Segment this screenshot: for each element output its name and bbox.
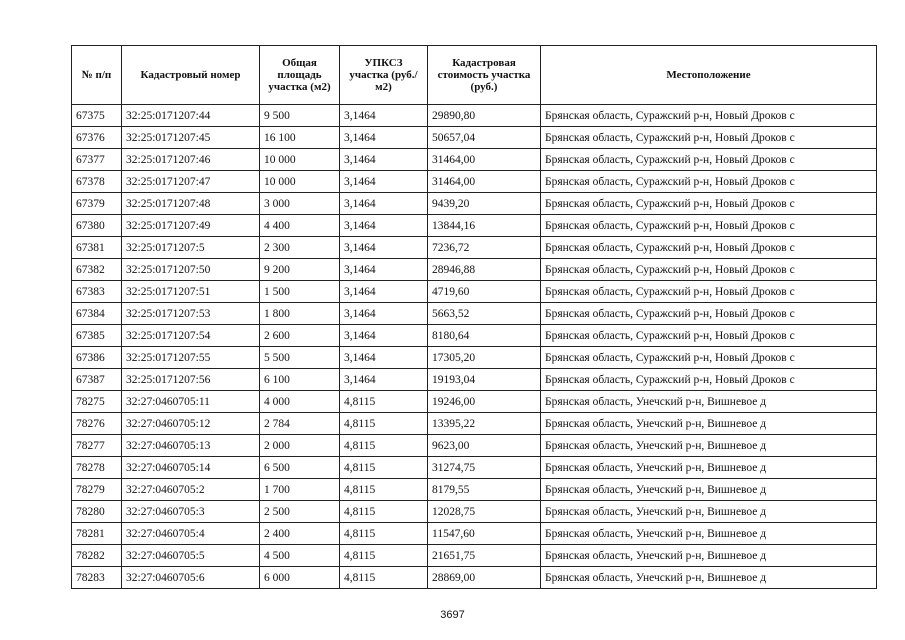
table-row	[72, 171, 877, 193]
row-number-cell: 78282	[72, 545, 122, 567]
location-cell: Брянская область, Суражский р-н, Новый Дроков с	[541, 325, 877, 347]
row-number-cell: 67387	[72, 369, 122, 391]
area-cell: 10 000	[260, 149, 340, 171]
table-row	[72, 501, 877, 523]
upksz-cell: 3,1464	[340, 215, 428, 237]
area-cell: 4 500	[260, 545, 340, 567]
table-row	[72, 281, 877, 303]
row-number-cell: 78275	[72, 391, 122, 413]
upksz-cell: 3,1464	[340, 303, 428, 325]
table-row	[72, 457, 877, 479]
cadastral-number-cell: 32:25:0171207:49	[122, 215, 260, 237]
table-row	[72, 325, 877, 347]
upksz-cell: 3,1464	[340, 171, 428, 193]
row-number-cell: 78279	[72, 479, 122, 501]
area-cell: 6 500	[260, 457, 340, 479]
area-cell: 4 400	[260, 215, 340, 237]
cadastral-value-cell: 19193,04	[428, 369, 541, 391]
header-upksz: УПКСЗ участка (руб./м2)	[340, 46, 428, 105]
cadastral-number-cell: 32:25:0171207:53	[122, 303, 260, 325]
table-row	[72, 391, 877, 413]
area-cell: 2 300	[260, 237, 340, 259]
table-row	[72, 193, 877, 215]
location-cell: Брянская область, Унечский р-н, Вишневое д	[541, 567, 877, 589]
header-row-number: № п/п	[72, 46, 122, 105]
table-row	[72, 435, 877, 457]
cadastral-number-cell: 32:25:0171207:46	[122, 149, 260, 171]
upksz-cell: 3,1464	[340, 259, 428, 281]
cadastral-number-cell: 32:27:0460705:14	[122, 457, 260, 479]
cadastral-value-cell: 12028,75	[428, 501, 541, 523]
cadastral-value-cell: 17305,20	[428, 347, 541, 369]
location-cell: Брянская область, Суражский р-н, Новый Дроков с	[541, 171, 877, 193]
upksz-cell: 3,1464	[340, 149, 428, 171]
cadastral-value-cell: 8179,55	[428, 479, 541, 501]
table-row	[72, 369, 877, 391]
cadastral-value-cell: 31464,00	[428, 149, 541, 171]
upksz-cell: 3,1464	[340, 127, 428, 149]
upksz-cell: 3,1464	[340, 369, 428, 391]
cadastral-number-cell: 32:27:0460705:13	[122, 435, 260, 457]
cadastral-value-cell: 29890,80	[428, 105, 541, 127]
row-number-cell: 67375	[72, 105, 122, 127]
header-cadastral-number: Кадастровый номер	[122, 46, 260, 105]
cadastral-number-cell: 32:25:0171207:50	[122, 259, 260, 281]
upksz-cell: 4,8115	[340, 479, 428, 501]
cadastral-number-cell: 32:27:0460705:3	[122, 501, 260, 523]
table-row	[72, 105, 877, 127]
location-cell: Брянская область, Суражский р-н, Новый Дроков с	[541, 215, 877, 237]
upksz-cell: 4,8115	[340, 413, 428, 435]
upksz-cell: 4,8115	[340, 545, 428, 567]
location-cell: Брянская область, Унечский р-н, Вишневое д	[541, 545, 877, 567]
cadastral-number-cell: 32:25:0171207:56	[122, 369, 260, 391]
upksz-cell: 3,1464	[340, 347, 428, 369]
location-cell: Брянская область, Унечский р-н, Вишневое д	[541, 501, 877, 523]
table-row	[72, 259, 877, 281]
area-cell: 4 000	[260, 391, 340, 413]
cadastral-number-cell: 32:25:0171207:44	[122, 105, 260, 127]
row-number-cell: 78283	[72, 567, 122, 589]
location-cell: Брянская область, Суражский р-н, Новый Дроков с	[541, 281, 877, 303]
area-cell: 6 100	[260, 369, 340, 391]
area-cell: 3 000	[260, 193, 340, 215]
row-number-cell: 67378	[72, 171, 122, 193]
area-cell: 1 500	[260, 281, 340, 303]
row-number-cell: 67380	[72, 215, 122, 237]
upksz-cell: 3,1464	[340, 237, 428, 259]
upksz-cell: 4,8115	[340, 457, 428, 479]
location-cell: Брянская область, Унечский р-н, Вишневое д	[541, 457, 877, 479]
upksz-cell: 3,1464	[340, 325, 428, 347]
cadastral-number-cell: 32:25:0171207:45	[122, 127, 260, 149]
row-number-cell: 78280	[72, 501, 122, 523]
cadastral-value-cell: 8180,64	[428, 325, 541, 347]
row-number-cell: 67383	[72, 281, 122, 303]
upksz-cell: 4,8115	[340, 501, 428, 523]
area-cell: 9 500	[260, 105, 340, 127]
location-cell: Брянская область, Суражский р-н, Новый Дроков с	[541, 127, 877, 149]
cadastral-value-cell: 19246,00	[428, 391, 541, 413]
cadastral-value-cell: 9439,20	[428, 193, 541, 215]
row-number-cell: 67386	[72, 347, 122, 369]
row-number-cell: 67384	[72, 303, 122, 325]
location-cell: Брянская область, Унечский р-н, Вишневое д	[541, 479, 877, 501]
cadastral-value-cell: 31274,75	[428, 457, 541, 479]
table-header	[72, 46, 877, 105]
row-number-cell: 67379	[72, 193, 122, 215]
row-number-cell: 78276	[72, 413, 122, 435]
row-number-cell: 78278	[72, 457, 122, 479]
area-cell: 16 100	[260, 127, 340, 149]
area-cell: 2 784	[260, 413, 340, 435]
table-row	[72, 303, 877, 325]
header-location: Местоположение	[541, 46, 877, 105]
location-cell: Брянская область, Суражский р-н, Новый Дроков с	[541, 193, 877, 215]
location-cell: Брянская область, Суражский р-н, Новый Дроков с	[541, 369, 877, 391]
cadastral-value-cell: 28946,88	[428, 259, 541, 281]
upksz-cell: 3,1464	[340, 281, 428, 303]
cadastral-number-cell: 32:27:0460705:12	[122, 413, 260, 435]
area-cell: 5 500	[260, 347, 340, 369]
row-number-cell: 67381	[72, 237, 122, 259]
upksz-cell: 3,1464	[340, 193, 428, 215]
cadastral-number-cell: 32:27:0460705:4	[122, 523, 260, 545]
header-row	[72, 46, 877, 105]
upksz-cell: 4,8115	[340, 435, 428, 457]
table-row	[72, 567, 877, 589]
location-cell: Брянская область, Суражский р-н, Новый Дроков с	[541, 303, 877, 325]
page-number: 3697	[440, 609, 465, 621]
location-cell: Брянская область, Унечский р-н, Вишневое д	[541, 391, 877, 413]
location-cell: Брянская область, Унечский р-н, Вишневое д	[541, 435, 877, 457]
cadastral-number-cell: 32:25:0171207:51	[122, 281, 260, 303]
header-cadastral-value: Кадастровая стоимость участка (руб.)	[428, 46, 541, 105]
row-number-cell: 67376	[72, 127, 122, 149]
upksz-cell: 4,8115	[340, 391, 428, 413]
table-row	[72, 523, 877, 545]
table-row	[72, 347, 877, 369]
row-number-cell: 67382	[72, 259, 122, 281]
area-cell: 2 500	[260, 501, 340, 523]
cadastral-value-cell: 7236,72	[428, 237, 541, 259]
cadastral-number-cell: 32:25:0171207:55	[122, 347, 260, 369]
row-number-cell: 78277	[72, 435, 122, 457]
table-row	[72, 413, 877, 435]
table-row	[72, 215, 877, 237]
area-cell: 1 800	[260, 303, 340, 325]
location-cell: Брянская область, Суражский р-н, Новый Дроков с	[541, 105, 877, 127]
cadastral-value-cell: 13844,16	[428, 215, 541, 237]
cadastral-number-cell: 32:27:0460705:2	[122, 479, 260, 501]
upksz-cell: 3,1464	[340, 105, 428, 127]
cadastral-value-cell: 21651,75	[428, 545, 541, 567]
area-cell: 2 600	[260, 325, 340, 347]
area-cell: 6 000	[260, 567, 340, 589]
location-cell: Брянская область, Унечский р-н, Вишневое д	[541, 413, 877, 435]
cadastral-number-cell: 32:27:0460705:11	[122, 391, 260, 413]
cadastral-value-cell: 5663,52	[428, 303, 541, 325]
cadastral-number-cell: 32:25:0171207:54	[122, 325, 260, 347]
cadastral-number-cell: 32:25:0171207:5	[122, 237, 260, 259]
area-cell: 10 000	[260, 171, 340, 193]
location-cell: Брянская область, Суражский р-н, Новый Дроков с	[541, 259, 877, 281]
table-row	[72, 545, 877, 567]
location-cell: Брянская область, Унечский р-н, Вишневое д	[541, 523, 877, 545]
area-cell: 2 400	[260, 523, 340, 545]
area-cell: 2 000	[260, 435, 340, 457]
cadastral-value-cell: 28869,00	[428, 567, 541, 589]
table-body	[72, 105, 877, 589]
cadastral-value-cell: 50657,04	[428, 127, 541, 149]
cadastral-value-cell: 11547,60	[428, 523, 541, 545]
cadastral-value-cell: 9623,00	[428, 435, 541, 457]
upksz-cell: 4,8115	[340, 523, 428, 545]
location-cell: Брянская область, Суражский р-н, Новый Дроков с	[541, 347, 877, 369]
header-area: Общая площадь участка (м2)	[260, 46, 340, 105]
cadastral-number-cell: 32:25:0171207:47	[122, 171, 260, 193]
cadastral-number-cell: 32:25:0171207:48	[122, 193, 260, 215]
row-number-cell: 67377	[72, 149, 122, 171]
table-row	[72, 237, 877, 259]
table-row	[72, 479, 877, 501]
table-row	[72, 127, 877, 149]
cadastral-value-cell: 4719,60	[428, 281, 541, 303]
cadastral-number-cell: 32:27:0460705:6	[122, 567, 260, 589]
cadastral-value-cell: 13395,22	[428, 413, 541, 435]
cadastral-table	[71, 45, 877, 589]
row-number-cell: 67385	[72, 325, 122, 347]
area-cell: 9 200	[260, 259, 340, 281]
location-cell: Брянская область, Суражский р-н, Новый Дроков с	[541, 237, 877, 259]
area-cell: 1 700	[260, 479, 340, 501]
cadastral-number-cell: 32:27:0460705:5	[122, 545, 260, 567]
row-number-cell: 78281	[72, 523, 122, 545]
table-row	[72, 149, 877, 171]
cadastral-value-cell: 31464,00	[428, 171, 541, 193]
upksz-cell: 4,8115	[340, 567, 428, 589]
location-cell: Брянская область, Суражский р-н, Новый Дроков с	[541, 149, 877, 171]
